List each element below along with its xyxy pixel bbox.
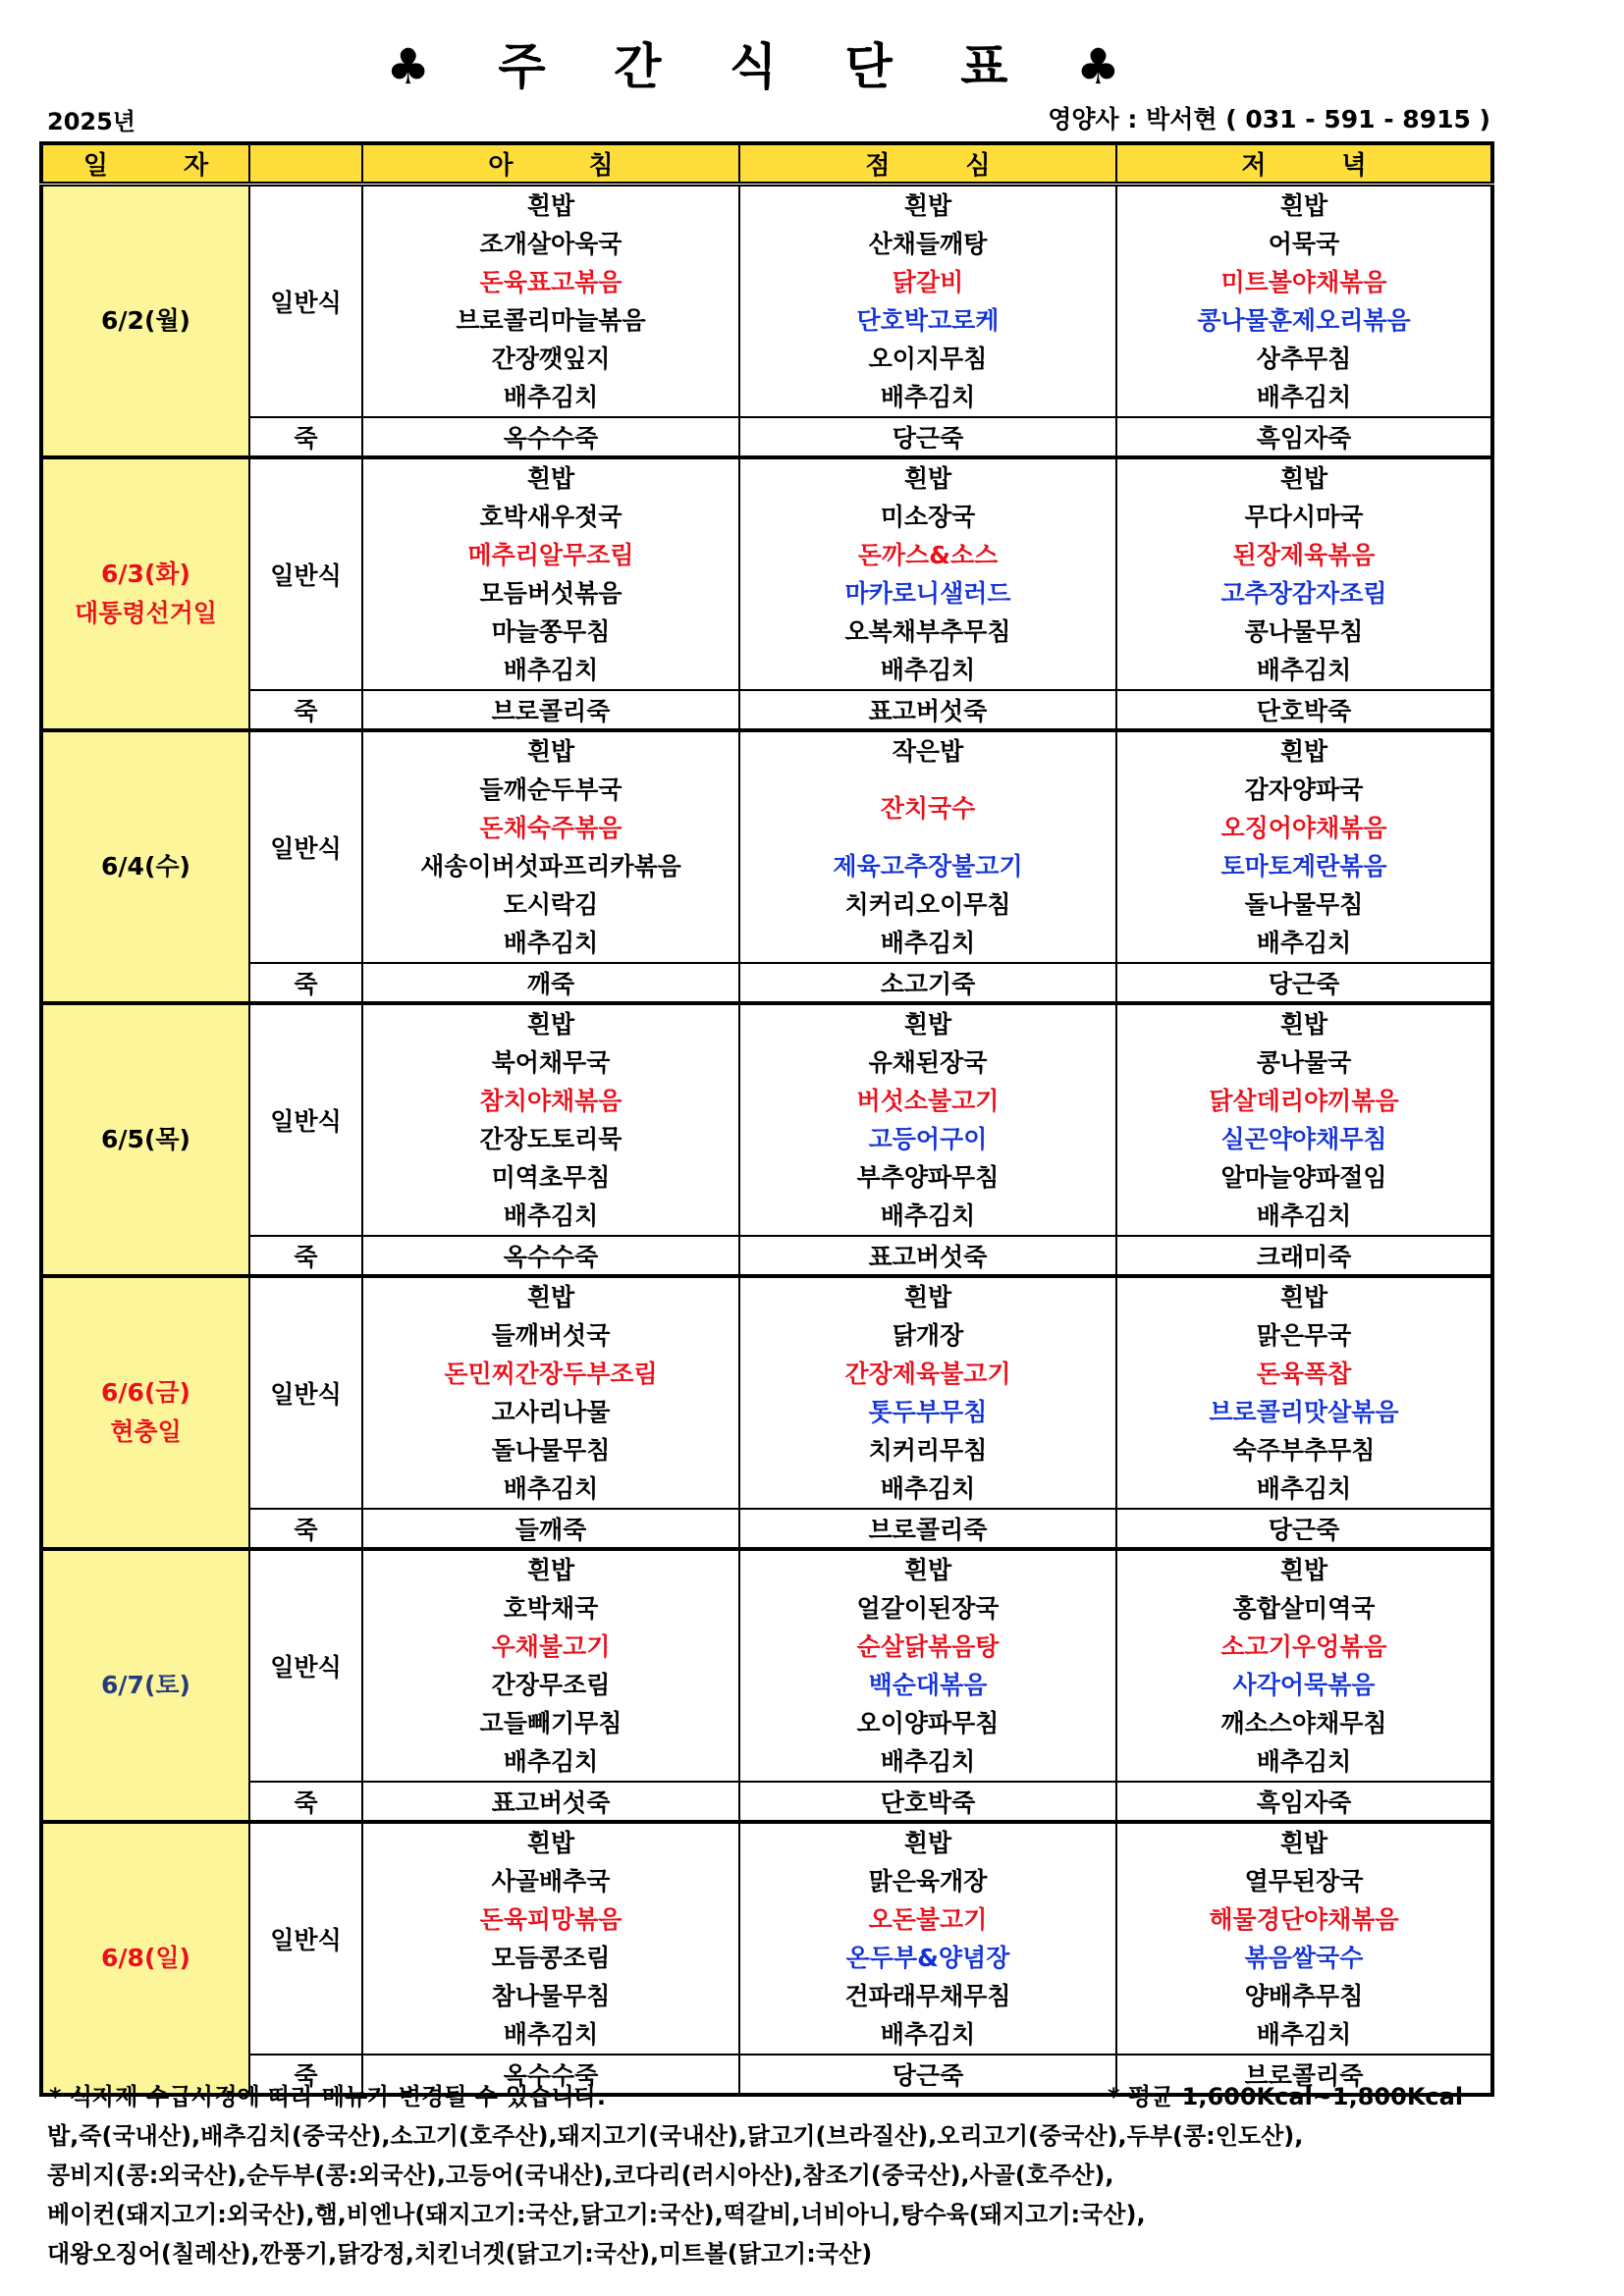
meal-type-porridge: 죽 (249, 1782, 362, 1822)
porridge-row (41, 963, 1492, 1003)
menu-item: 배추김치 (1256, 1747, 1352, 1776)
lunch-cell (739, 1276, 1116, 1509)
menu-item: 돌나물무침 (1244, 890, 1364, 919)
origin-info (47, 2116, 1540, 2273)
menu-item: 닭갈비 (892, 268, 964, 296)
menu-item: 온두부&양념장 (845, 1944, 1010, 1972)
menu-item: 돈까스&소스 (857, 541, 999, 569)
day-row (41, 730, 1492, 963)
menu-item: 고등어구이 (868, 1125, 988, 1153)
date-label: 6/3(화) (101, 560, 190, 588)
porridge-row (41, 1782, 1492, 1822)
menu-item: 미역초무침 (491, 1163, 611, 1192)
date-label: 6/8(일) (101, 1944, 190, 1972)
holiday-label: 대통령선거일 (75, 599, 217, 627)
menu-item: 들깨순두부국 (479, 775, 623, 804)
menu-item: 배추김치 (1256, 656, 1352, 684)
breakfast-cell (362, 730, 739, 963)
dinner-cell (1116, 185, 1492, 418)
date-cell (41, 185, 249, 458)
menu-item: 콩나물훈제오리볶음 (1197, 306, 1411, 335)
dinner-cell (1116, 1276, 1492, 1509)
lunch-cell (739, 1549, 1116, 1782)
menu-item: 돈민찌간장두부조림 (444, 1360, 658, 1388)
menu-item: 흰밥 (1279, 464, 1328, 493)
day-row (41, 185, 1492, 418)
menu-item: 간장제육불고기 (844, 1360, 1011, 1388)
menu-item: 사골배추국 (491, 1867, 611, 1896)
meal-type-general: 일반식 (249, 1549, 362, 1782)
menu-item: 배추김치 (503, 383, 599, 411)
menu-item: 도시락김 (503, 890, 599, 919)
origin-line: 대왕오징어(칠레산),깐풍기,닭강정,치킨너겟(닭고기:국산),미트볼(닭고기:국산) (47, 2240, 873, 2268)
menu-item: 고사리나물 (491, 1398, 611, 1426)
meal-type-general: 일반식 (249, 730, 362, 963)
menu-item: 돈채숙주볶음 (479, 814, 623, 842)
menu-item: 숙주부추무침 (1232, 1436, 1376, 1465)
menu-item: 오돈불고기 (868, 1905, 988, 1934)
porridge-item: 단호박죽 (739, 1782, 1116, 1822)
menu-item: 미소장국 (880, 503, 976, 531)
menu-item: 오복채부추무침 (844, 617, 1011, 646)
meal-type-porridge: 죽 (249, 963, 362, 1003)
day-row (41, 1276, 1492, 1509)
porridge-item: 크래미죽 (1116, 1236, 1492, 1276)
menu-item: 들깨버섯국 (491, 1321, 611, 1350)
dinner-cell (1116, 457, 1492, 690)
porridge-row (41, 1509, 1492, 1549)
menu-item: 오이양파무침 (856, 1709, 1000, 1737)
menu-item: 배추김치 (880, 656, 976, 684)
menu-item: 흰밥 (903, 1556, 952, 1584)
porridge-item: 깨죽 (362, 963, 739, 1003)
menu-item: 돌나물무침 (491, 1436, 611, 1465)
menu-item: 양배추무침 (1244, 1982, 1364, 2010)
porridge-item: 표고버섯죽 (739, 1236, 1116, 1276)
date-cell (41, 730, 249, 1003)
header-lunch: 점 심 (739, 143, 1116, 185)
menu-item: 브로콜리맛살볶음 (1209, 1398, 1399, 1426)
porridge-row (41, 690, 1492, 730)
menu-item: 알마늘양파절임 (1220, 1163, 1387, 1192)
header-dinner: 저 녁 (1116, 143, 1492, 185)
date-label: 6/4(수) (101, 852, 190, 881)
header-row (41, 143, 1492, 185)
menu-item: 배추김치 (1256, 2020, 1352, 2049)
menu-item: 배추김치 (503, 2020, 599, 2049)
menu-item: 순살닭볶음탕 (856, 1632, 1000, 1661)
date-cell (41, 1003, 249, 1276)
menu-item: 배추김치 (880, 383, 976, 411)
porridge-row (41, 417, 1492, 457)
menu-item: 배추김치 (880, 1201, 976, 1230)
meal-type-porridge: 죽 (249, 690, 362, 730)
menu-item: 배추김치 (503, 1201, 599, 1230)
holiday-label: 현충일 (110, 1417, 182, 1446)
menu-item: 메추리알무조림 (467, 541, 634, 569)
menu-item: 흰밥 (526, 1829, 575, 1857)
dinner-cell (1116, 1003, 1492, 1236)
menu-item: 모듬콩조림 (491, 1944, 611, 1972)
porridge-item: 옥수수죽 (362, 2055, 739, 2095)
menu-item: 감자양파국 (1244, 775, 1364, 804)
lunch-cell (739, 457, 1116, 690)
menu-item: 흰밥 (526, 737, 575, 766)
menu-item: 제육고추장불고기 (833, 852, 1023, 881)
menu-item: 마늘쫑무침 (491, 617, 611, 646)
menu-item: 새송이버섯파프리카볶음 (420, 852, 681, 881)
porridge-item: 당근죽 (739, 417, 1116, 457)
menu-item: 간장깻잎지 (491, 345, 611, 373)
menu-item: 치커리무침 (868, 1436, 988, 1465)
menu-item: 미트볼야채볶음 (1220, 268, 1387, 296)
menu-item: 흰밥 (1279, 737, 1328, 766)
menu-item: 닭개장 (892, 1321, 964, 1350)
meal-type-general: 일반식 (249, 185, 362, 418)
menu-item: 배추김치 (503, 656, 599, 684)
menu-item: 배추김치 (880, 2020, 976, 2049)
menu-item: 해물경단야채볶음 (1209, 1905, 1399, 1934)
menu-item: 배추김치 (1256, 1474, 1352, 1503)
date-label: 6/6(금) (101, 1378, 190, 1407)
menu-item: 깨소스야채무침 (1220, 1709, 1387, 1737)
breakfast-cell (362, 1003, 739, 1236)
menu-item: 상추무침 (1256, 345, 1352, 373)
porridge-item: 옥수수죽 (362, 417, 739, 457)
menu-item: 간장무조림 (491, 1671, 611, 1699)
menu-item: 참나물무침 (491, 1982, 611, 2010)
menu-item: 콩나물무침 (1244, 617, 1364, 646)
menu-item: 흰밥 (526, 1556, 575, 1584)
menu-item: 얼갈이된장국 (856, 1594, 1000, 1623)
change-notice: * 식자재 수급사정에 따라 메뉴가 변경될 수 있습니다. (49, 2083, 607, 2110)
menu-item: 실곤약야채무침 (1220, 1125, 1387, 1153)
menu-item: 열무된장국 (1244, 1867, 1364, 1896)
menu-item: 백순대볶음 (868, 1671, 988, 1699)
lunch-cell (739, 730, 1116, 963)
menu-item: 흰밥 (526, 1010, 575, 1039)
menu-item: 산채들깨탕 (868, 230, 988, 258)
menu-item: 흰밥 (903, 1283, 952, 1311)
menu-item: 닭살데리야끼볶음 (1209, 1087, 1399, 1115)
menu-item: 배추김치 (880, 1474, 976, 1503)
date-label: 6/5(목) (101, 1125, 190, 1153)
date-cell (41, 1276, 249, 1549)
menu-item: 조개살아욱국 (479, 230, 623, 258)
porridge-item: 당근죽 (1116, 1509, 1492, 1549)
date-cell (41, 1549, 249, 1822)
menu-item: 호박채국 (503, 1594, 599, 1623)
origin-line: 베이컨(돼지고기:외국산),햄,비엔나(돼지고기:국산,닭고기:국산),떡갈비,너비아니,탕수육(돼지고기:국산), (47, 2201, 1146, 2228)
menu-item: 고들빼기무침 (479, 1709, 623, 1737)
weekly-menu-table (39, 141, 1494, 2097)
menu-item: 마카로니샐러드 (844, 579, 1011, 608)
menu-item: 소고기우엉볶음 (1220, 1632, 1387, 1661)
menu-item: 우채불고기 (491, 1632, 611, 1661)
menu-item: 간장도토리묵 (479, 1125, 623, 1153)
porridge-item: 브로콜리죽 (362, 690, 739, 730)
day-row (41, 1822, 1492, 2055)
menu-item: 참치야채볶음 (479, 1087, 623, 1115)
header-date: 일 자 (41, 143, 249, 185)
porridge-item: 당근죽 (739, 2055, 1116, 2095)
menu-item: 어묵국 (1268, 230, 1340, 258)
porridge-item: 브로콜리죽 (1116, 2055, 1492, 2095)
porridge-item: 표고버섯죽 (739, 690, 1116, 730)
porridge-item: 옥수수죽 (362, 1236, 739, 1276)
meal-type-general: 일반식 (249, 1822, 362, 2055)
menu-item: 유채된장국 (868, 1048, 988, 1077)
menu-item: 돈육폭찹 (1256, 1360, 1352, 1388)
menu-item: 흰밥 (1279, 1829, 1328, 1857)
dinner-cell (1116, 730, 1492, 963)
porridge-item: 들깨죽 (362, 1509, 739, 1549)
menu-item: 배추김치 (1256, 383, 1352, 411)
menu-item: 흰밥 (1279, 1283, 1328, 1311)
menu-item: 배추김치 (503, 1747, 599, 1776)
porridge-item: 브로콜리죽 (739, 1509, 1116, 1549)
page-title: ♣ 주 간 식 단 표 ♣ (386, 38, 1146, 95)
menu-item: 오징어야채볶음 (1220, 814, 1387, 842)
meal-type-porridge: 죽 (249, 1509, 362, 1549)
menu-item: 무다시마국 (1244, 503, 1364, 531)
menu-item: 흰밥 (526, 1283, 575, 1311)
breakfast-cell (362, 1276, 739, 1509)
porridge-item: 흑임자죽 (1116, 417, 1492, 457)
menu-item: 된장제육볶음 (1232, 541, 1376, 569)
menu-item: 단호박고로케 (856, 306, 1000, 335)
menu-item: 맑은무국 (1256, 1321, 1352, 1350)
menu-item: 배추김치 (880, 929, 976, 957)
menu-item: 북어채무국 (491, 1048, 611, 1077)
dinner-cell (1116, 1549, 1492, 1782)
menu-item: 브로콜리마늘볶음 (456, 306, 646, 335)
menu-item: 흰밥 (903, 1010, 952, 1039)
porridge-item: 흑임자죽 (1116, 1782, 1492, 1822)
menu-item: 작은밥 (892, 737, 964, 766)
menu-item: 맑은육개장 (868, 1867, 988, 1896)
calorie-note: * 평균 1,600Kcal~1,800Kcal (1108, 2083, 1464, 2110)
menu-item: 홍합살미역국 (1232, 1594, 1376, 1623)
menu-item: 흰밥 (1279, 1556, 1328, 1584)
porridge-row (41, 1236, 1492, 1276)
year-label: 2025년 (47, 108, 135, 135)
menu-item: 사각어묵볶음 (1232, 1671, 1376, 1699)
dinner-cell (1116, 1822, 1492, 2055)
menu-item: 치커리오이무침 (844, 890, 1011, 919)
menu-item: 흰밥 (1279, 191, 1328, 220)
lunch-cell (739, 1822, 1116, 2055)
menu-item: 모듬버섯볶음 (479, 579, 623, 608)
menu-item: 배추김치 (503, 1474, 599, 1503)
menu-item: 흰밥 (903, 191, 952, 220)
menu-item: 토마토계란볶음 (1220, 852, 1387, 881)
menu-item: 배추김치 (1256, 929, 1352, 957)
menu-item: 돈육표고볶음 (479, 268, 623, 296)
menu-item: 버섯소불고기 (856, 1087, 1000, 1115)
meal-type-porridge: 죽 (249, 417, 362, 457)
header-type (249, 143, 362, 185)
breakfast-cell (362, 1822, 739, 2055)
porridge-item: 당근죽 (1116, 963, 1492, 1003)
menu-item: 건파래무채무침 (844, 1982, 1011, 2010)
menu-item: 호박새우젓국 (479, 503, 623, 531)
breakfast-cell (362, 457, 739, 690)
lunch-cell (739, 185, 1116, 418)
header-breakfast: 아 침 (362, 143, 739, 185)
menu-item: 톳두부무침 (868, 1398, 988, 1426)
menu-item: 콩나물국 (1256, 1048, 1352, 1077)
menu-item: 돈육피망볶음 (479, 1905, 623, 1934)
menu-item: 흰밥 (526, 464, 575, 493)
porridge-item: 단호박죽 (1116, 690, 1492, 730)
meal-type-porridge: 죽 (249, 2055, 362, 2095)
breakfast-cell (362, 185, 739, 418)
breakfast-cell (362, 1549, 739, 1782)
menu-item: 잔치국수 (880, 794, 976, 823)
menu-item: 배추김치 (1256, 1201, 1352, 1230)
meal-type-general: 일반식 (249, 1276, 362, 1509)
porridge-item: 소고기죽 (739, 963, 1116, 1003)
menu-item: 고추장감자조림 (1220, 579, 1387, 608)
date-label: 6/7(토) (101, 1671, 190, 1699)
origin-line: 밥,죽(국내산),배추김치(중국산),소고기(호주산),돼지고기(국내산),닭고기(브라질산),오리고기(중국산),두부(콩:인도산), (47, 2122, 1304, 2150)
menu-item: 흰밥 (526, 191, 575, 220)
day-row (41, 1549, 1492, 1782)
date-cell (41, 457, 249, 730)
menu-item: 배추김치 (503, 929, 599, 957)
origin-line: 콩비지(콩:외국산),순두부(콩:외국산),고등어(국내산),코다리(러시아산),참조기(중국산),사골(호주산), (47, 2162, 1114, 2189)
menu-item: 오이지무침 (868, 345, 988, 373)
day-row (41, 457, 1492, 690)
lunch-cell (739, 1003, 1116, 1236)
menu-item: 배추김치 (880, 1747, 976, 1776)
date-cell (41, 1822, 249, 2095)
meal-type-general: 일반식 (249, 1003, 362, 1236)
menu-body (41, 185, 1492, 2096)
date-label: 6/2(월) (101, 306, 190, 335)
menu-item: 부추양파무침 (856, 1163, 1000, 1192)
porridge-item: 표고버섯죽 (362, 1782, 739, 1822)
menu-item: 흰밥 (1279, 1010, 1328, 1039)
menu-item: 흰밥 (903, 464, 952, 493)
meal-type-general: 일반식 (249, 457, 362, 690)
meal-type-porridge: 죽 (249, 1236, 362, 1276)
menu-item: 흰밥 (903, 1829, 952, 1857)
nutritionist-contact: 영양사 : 박서현 ( 031 - 591 - 8915 ) (1048, 105, 1490, 133)
day-row (41, 1003, 1492, 1236)
menu-item: 볶음쌀국수 (1244, 1944, 1364, 1972)
